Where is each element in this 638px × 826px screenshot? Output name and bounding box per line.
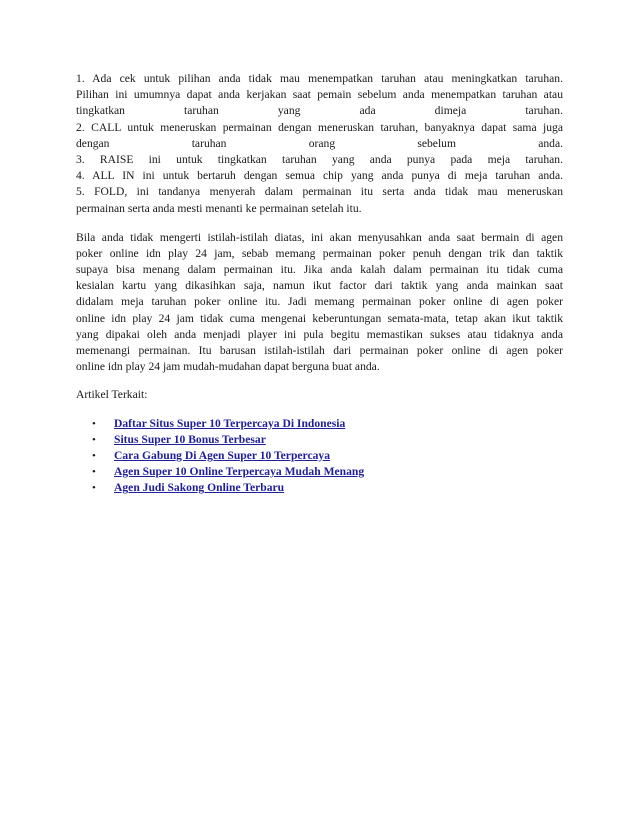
document-body bbox=[76, 71, 563, 497]
list-line: 1. Ada cek untuk pilihan anda tidak mau menempatkan taruhan atau meningkatkan taruhan. bbox=[76, 72, 563, 85]
paragraph-line: online idn play 24 jam mudah-mudahan dapat berguna buat anda. bbox=[76, 360, 380, 374]
list-line: 5. FOLD, ini tandanya menyerah dalam permainan itu serta anda tidak mau meneruskan bbox=[76, 185, 563, 199]
list-item bbox=[76, 432, 563, 448]
paragraph-line: didalam meja taruhan poker online itu. Jadi memang permainan poker online di agen poker bbox=[76, 295, 563, 309]
bullet-icon: • bbox=[92, 417, 96, 430]
bullet-icon: • bbox=[92, 466, 96, 479]
bullet-icon: • bbox=[92, 482, 96, 495]
bullet-icon: • bbox=[92, 449, 96, 462]
paragraph-line: supaya bisa menang dalam permainan itu. Jika anda kalah dalam permainan itu tidak cuma bbox=[76, 263, 563, 277]
list-line: permainan serta anda mesti menanti ke permainan setelah itu. bbox=[76, 201, 362, 215]
list-item bbox=[76, 448, 563, 464]
paragraph-line: memenangi permainan. Itu barusan istilah-istilah dari permainan poker online di agen poker bbox=[76, 344, 563, 357]
related-articles-label: Artikel Terkait: bbox=[76, 388, 148, 402]
related-link-daftar-situs-super-10[interactable]: Daftar Situs Super 10 Terpercaya Di Indonesia bbox=[114, 416, 346, 430]
bullet-icon: • bbox=[92, 433, 96, 446]
list-line: 3. RAISE ini untuk tingkatkan taruhan yang anda punya pada meja taruhan. bbox=[76, 152, 563, 166]
body-paragraph bbox=[76, 230, 563, 376]
list-item bbox=[76, 480, 563, 496]
list-line: tingkatkan taruhan yang ada dimeja taruhan. bbox=[76, 104, 563, 118]
related-link-agen-super-10-online[interactable]: Agen Super 10 Online Terpercaya Mudah Menang bbox=[114, 465, 365, 479]
list-line: 2. CALL untuk meneruskan permainan dengan meneruskan taruhan, banyaknya dapat sama juga bbox=[76, 120, 563, 134]
paragraph-line: online idn play 24 jam tidak cuma mengenai keberuntungan semata-mata, tetap akan ikut taktik bbox=[76, 311, 563, 325]
list-line: 4. ALL IN ini untuk bertaruh dengan semua chip yang anda punya di meja taruhan anda. bbox=[76, 169, 563, 183]
list-item bbox=[76, 416, 563, 432]
list-item bbox=[76, 464, 563, 480]
paragraph-line: poker online idn play 24 jam, sebab memang permainan poker penuh dengan trik dan taktik bbox=[76, 246, 563, 260]
paragraph-line: yang dipakai oleh anda menjadi player ini pula begitu memastikan sukses atau tidaknya anda bbox=[76, 327, 563, 341]
related-articles-list bbox=[76, 416, 563, 497]
list-line: Pilihan ini umumnya dapat anda kerjakan saat pemain sebelum anda menempatkan taruhan atau bbox=[76, 88, 563, 102]
related-link-cara-gabung[interactable]: Cara Gabung Di Agen Super 10 Terpercaya bbox=[114, 448, 331, 462]
paragraph-line: Bila anda tidak mengerti istilah-istilah diatas, ini akan menyusahkan anda saat bermain di agen bbox=[76, 230, 563, 244]
list-line: dengan taruhan orang sebelum anda. bbox=[76, 136, 563, 150]
betting-options-list bbox=[76, 71, 563, 217]
paragraph-line: kesialan kartu yang dikasihkan saja, namun ikut factor dari taktik yang anda mainkan saat bbox=[76, 279, 563, 293]
related-link-agen-judi-sakong[interactable]: Agen Judi Sakong Online Terbaru bbox=[114, 481, 285, 495]
related-link-situs-super-10-bonus[interactable]: Situs Super 10 Bonus Terbesar bbox=[114, 432, 266, 446]
